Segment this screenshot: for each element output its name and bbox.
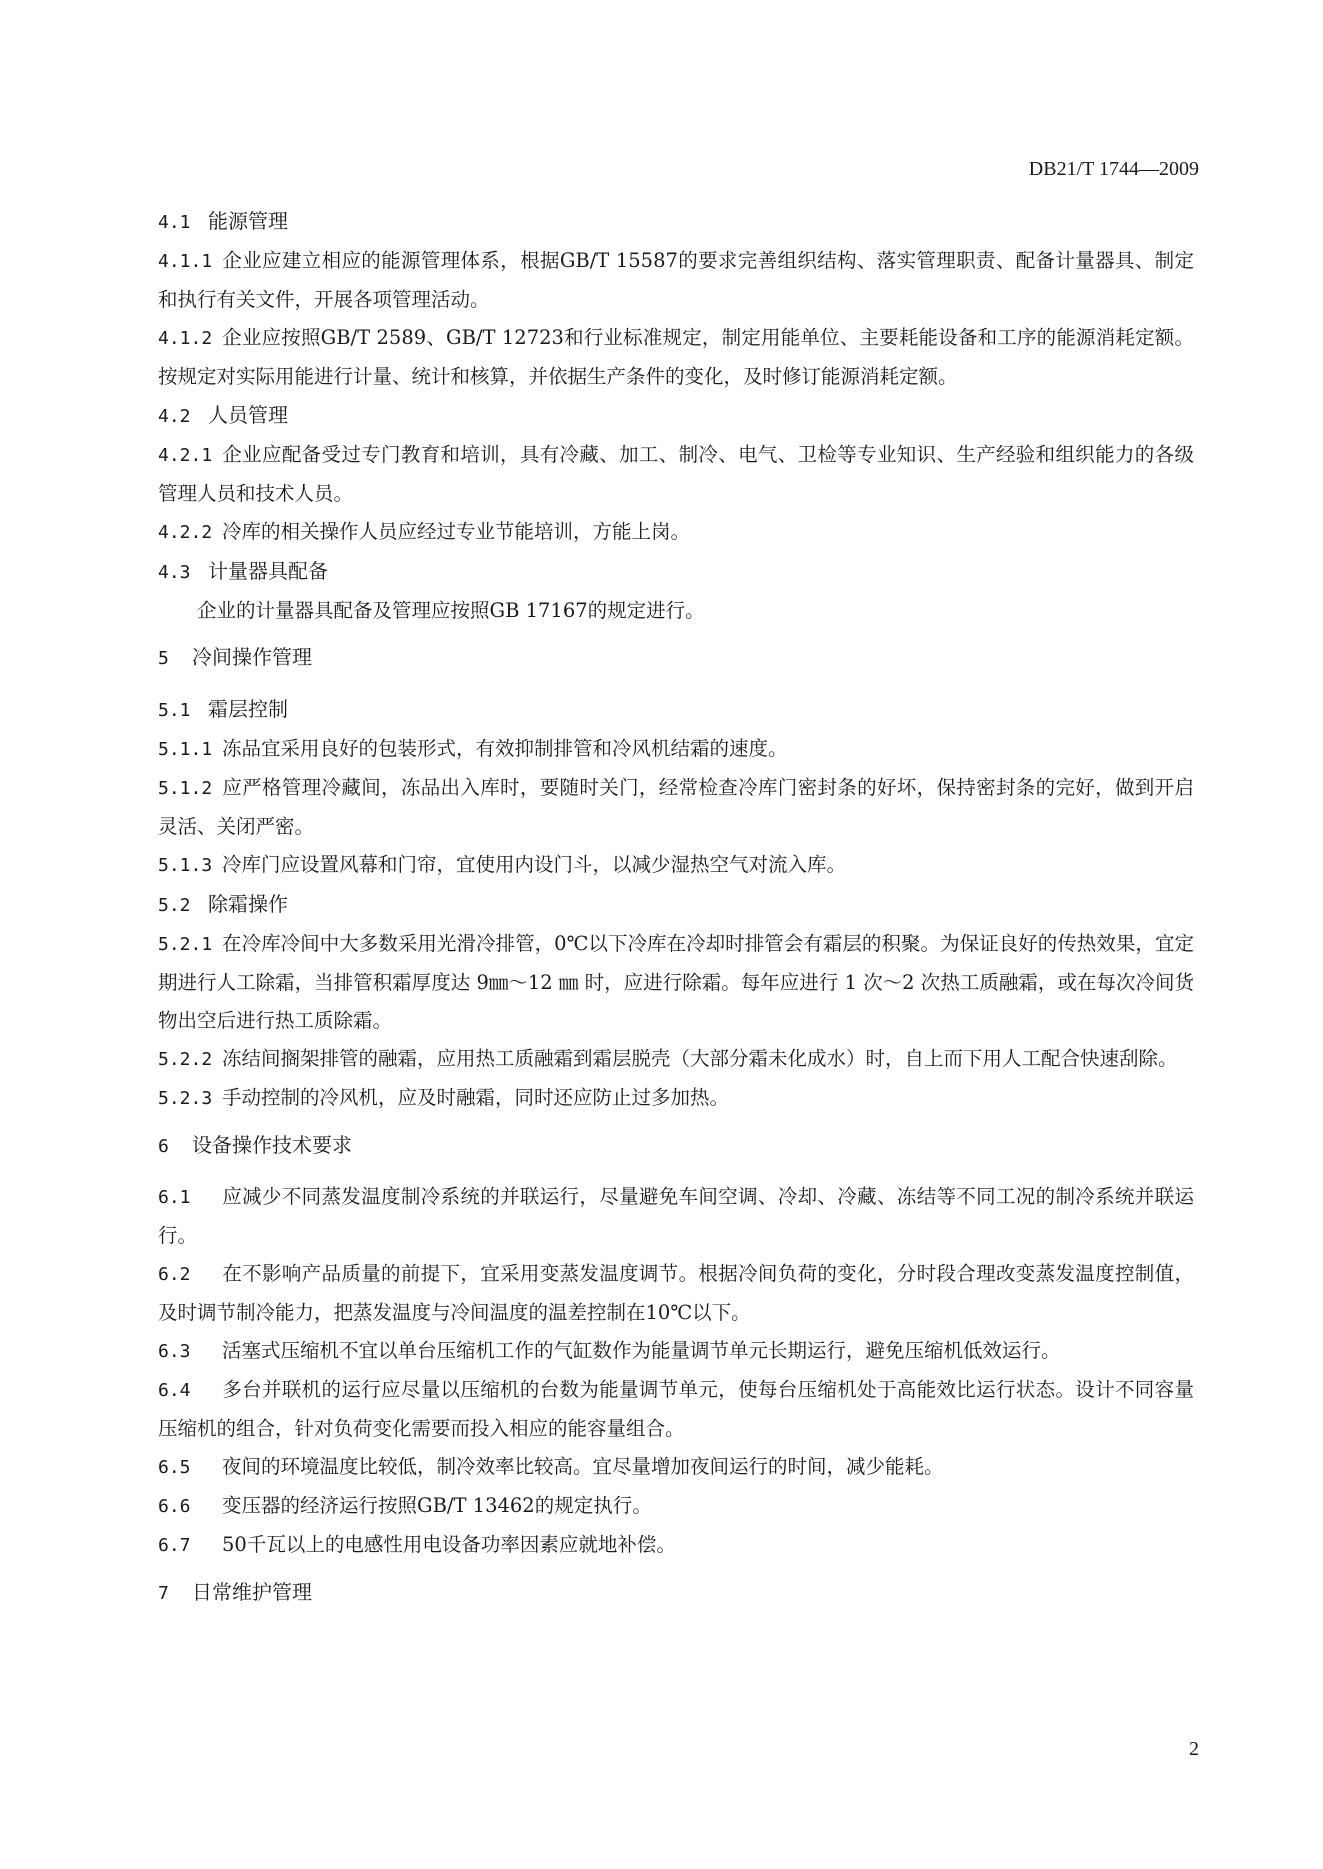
clause-number: 7 bbox=[158, 1583, 169, 1604]
section-heading bbox=[158, 638, 1194, 678]
clause-text: 除霜操作 bbox=[208, 892, 288, 916]
clause-number: 4.2.2 bbox=[158, 522, 213, 543]
clause-paragraph bbox=[158, 1040, 1194, 1079]
clause-number: 5.1.3 bbox=[158, 855, 213, 876]
clause-text: 人员管理 bbox=[208, 403, 288, 427]
clause-paragraph bbox=[158, 730, 1194, 769]
standard-number: DB21/T 1744—2009 bbox=[1028, 158, 1199, 180]
clause-number: 5 bbox=[158, 648, 169, 669]
clause-number: 4.2 bbox=[158, 406, 191, 427]
clause-text: 在冷库冷间中大多数采用光滑冷排管，0℃以下冷库在冷却时排管会有霜层的积聚。为保证良好的传热效果，宜定期进行人工除霜，当排管积霜厚度达 9㎜～12 ㎜ 时，应进行除霜。每年应进行 1 次～2 次热工质融霜，或在每次冷间货物出空后进行热工质除霜。 bbox=[158, 932, 1194, 1032]
clause-text: 企业应配备受过专门教育和培训，具有冷藏、加工、制冷、电气、卫检等专业知识、生产经验和组织能力的各级管理人员和技术人员。 bbox=[158, 443, 1194, 505]
clause-text: 企业的计量器具配备及管理应按照GB 17167的规定进行。 bbox=[197, 599, 705, 622]
clause-number: 4.3 bbox=[158, 562, 191, 583]
clause-paragraph bbox=[158, 1178, 1194, 1255]
clause-number: 5.2.2 bbox=[158, 1049, 213, 1070]
paragraph bbox=[158, 592, 1194, 630]
clause-text: 冻结间搁架排管的融霜，应用热工质融霜到霜层脱壳（大部分霜未化成水）时，自上而下用人工配合快速刮除。 bbox=[222, 1047, 1178, 1070]
clause-text: 冻品宜采用良好的包装形式，有效抑制排管和冷风机结霜的速度。 bbox=[222, 737, 788, 760]
clause-text: 变压器的经济运行按照GB/T 13462的规定执行。 bbox=[222, 1494, 652, 1517]
clause-text: 应减少不同蒸发温度制冷系统的并联运行，尽量避免车间空调、冷却、冷藏、冻结等不同工况的制冷系统并联运行。 bbox=[158, 1185, 1194, 1247]
clause-text: 企业应按照GB/T 2589、GB/T 12723和行业标准规定，制定用能单位、主要耗能设备和工序的能源消耗定额。按规定对实际用能进行计量、统计和核算，并依据生产条件的变化，及时修订能源消耗定额。 bbox=[158, 326, 1194, 388]
clause-paragraph bbox=[158, 513, 1194, 552]
clause-number: 5.1 bbox=[158, 700, 191, 721]
clause-paragraph bbox=[158, 319, 1194, 396]
clause-number: 6.2 bbox=[158, 1264, 191, 1285]
clause-number: 4.1.2 bbox=[158, 328, 213, 349]
clause-text: 夜间的环境温度比较低，制冷效率比较高。宜尽量增加夜间运行的时间，减少能耗。 bbox=[222, 1455, 944, 1478]
clause-paragraph bbox=[158, 1371, 1194, 1448]
clause-text: 计量器具配备 bbox=[208, 559, 328, 583]
clause-paragraph bbox=[158, 925, 1194, 1040]
clause-paragraph bbox=[158, 1448, 1194, 1487]
clause-text: 能源管理 bbox=[208, 209, 288, 233]
clause-text: 霜层控制 bbox=[208, 697, 288, 721]
clause-paragraph bbox=[158, 436, 1194, 513]
clause-text: 冷库门应设置风幕和门帘，宜使用内设门斗，以减少湿热空气对流入库。 bbox=[222, 853, 847, 876]
clause-paragraph bbox=[158, 1079, 1194, 1118]
clause-number: 6.5 bbox=[158, 1457, 191, 1478]
subsection-heading bbox=[158, 552, 1194, 592]
subsection-heading bbox=[158, 202, 1194, 242]
document-body bbox=[158, 202, 1194, 1625]
clause-text: 应严格管理冷藏间，冻品出入库时，要随时关门，经常检查冷库门密封条的好坏，保持密封条的完好，做到开启灵活、关闭严密。 bbox=[158, 776, 1194, 838]
clause-number: 5.2.1 bbox=[158, 934, 213, 955]
clause-number: 4.1.1 bbox=[158, 251, 213, 272]
clause-text: 日常维护管理 bbox=[192, 1580, 312, 1604]
clause-paragraph bbox=[158, 1255, 1194, 1332]
clause-number: 6.3 bbox=[158, 1341, 191, 1362]
clause-paragraph bbox=[158, 846, 1194, 885]
clause-number: 4.1 bbox=[158, 212, 191, 233]
clause-text: 多台并联机的运行应尽量以压缩机的台数为能量调节单元，使每台压缩机处于高能效比运行状态。设计不同容量压缩机的组合，针对负荷变化需要而投入相应的能容量组合。 bbox=[158, 1378, 1194, 1440]
clause-text: 企业应建立相应的能源管理体系，根据GB/T 15587的要求完善组织结构、落实管理职责、配备计量器具、制定和执行有关文件，开展各项管理活动。 bbox=[158, 249, 1194, 311]
subsection-heading bbox=[158, 396, 1194, 436]
subsection-heading bbox=[158, 885, 1194, 925]
clause-number: 5.1.2 bbox=[158, 778, 213, 799]
clause-text: 冷间操作管理 bbox=[192, 645, 312, 669]
clause-paragraph bbox=[158, 242, 1194, 319]
clause-number: 6.6 bbox=[158, 1496, 191, 1517]
clause-text: 50千瓦以上的电感性用电设备功率因素应就地补偿。 bbox=[222, 1533, 676, 1556]
clause-number: 5.2.3 bbox=[158, 1088, 213, 1109]
clause-number: 6.1 bbox=[158, 1187, 191, 1208]
page-number: 2 bbox=[1189, 1738, 1199, 1760]
clause-number: 6 bbox=[158, 1136, 169, 1157]
clause-number: 5.2 bbox=[158, 895, 191, 916]
section-heading bbox=[158, 1126, 1194, 1166]
clause-text: 在不影响产品质量的前提下，宜采用变蒸发温度调节。根据冷间负荷的变化，分时段合理改变蒸发温度控制值，及时调节制冷能力，把蒸发温度与冷间温度的温差控制在10℃以下。 bbox=[158, 1262, 1194, 1324]
clause-number: 5.1.1 bbox=[158, 739, 213, 760]
clause-paragraph bbox=[158, 769, 1194, 846]
section-heading bbox=[158, 1573, 1194, 1613]
clause-text: 活塞式压缩机不宜以单台压缩机工作的气缸数作为能量调节单元长期运行，避免压缩机低效运行。 bbox=[222, 1339, 1061, 1362]
clause-number: 6.4 bbox=[158, 1380, 191, 1401]
clause-text: 设备操作技术要求 bbox=[192, 1133, 352, 1157]
clause-text: 手动控制的冷风机，应及时融霜，同时还应防止过多加热。 bbox=[222, 1086, 730, 1109]
clause-number: 6.7 bbox=[158, 1535, 191, 1556]
clause-number: 4.2.1 bbox=[158, 445, 213, 466]
clause-paragraph bbox=[158, 1332, 1194, 1371]
clause-paragraph bbox=[158, 1526, 1194, 1565]
subsection-heading bbox=[158, 690, 1194, 730]
clause-paragraph bbox=[158, 1487, 1194, 1526]
clause-text: 冷库的相关操作人员应经过专业节能培训，方能上岗。 bbox=[222, 520, 691, 543]
